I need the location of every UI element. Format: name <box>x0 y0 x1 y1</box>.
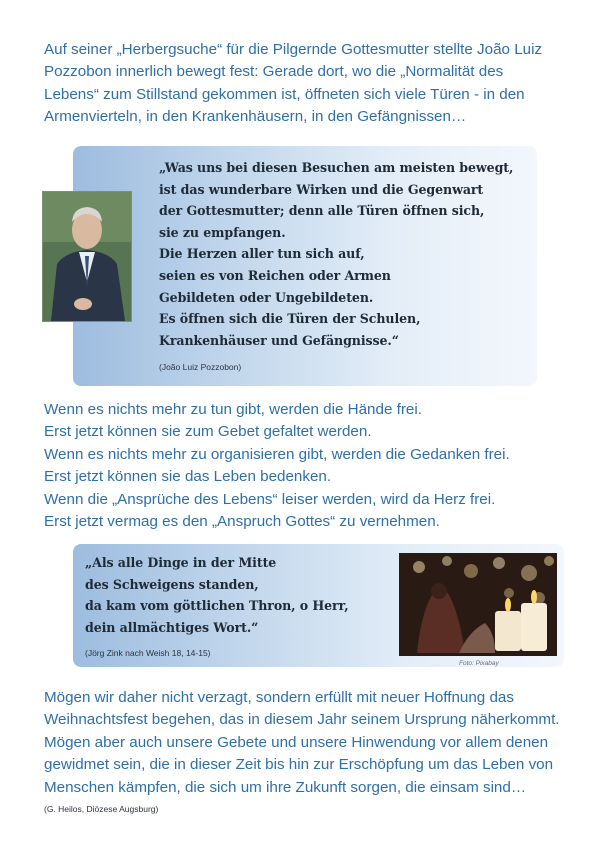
quote-line: des Schweigens standen, <box>85 576 259 592</box>
quote-line: der Gottesmutter; denn alle Türen öffnen sich, <box>159 203 485 219</box>
text-line: Mögen wir daher nicht verzagt, sondern erfüllt mit neuer Hoffnung das <box>44 689 514 706</box>
quote-line: Die Herzen aller tun sich auf, <box>159 246 365 262</box>
closing-citation: (G. Heilos, Diözese Augsburg) <box>44 804 159 814</box>
quote-zink-citation: (Jörg Zink nach Weish 18, 14-15) <box>85 648 211 658</box>
text-line: Erst jetzt können sie das Leben bedenken. <box>44 468 332 486</box>
text-line: Erst jetzt vermag es den „Anspruch Gottes“ zu vernehmen. <box>44 513 440 531</box>
quote-pozzobon-citation: (João Luiz Pozzobon) <box>159 362 242 372</box>
portrait-photo <box>42 191 132 322</box>
text-line: Wenn es nichts mehr zu tun gibt, werden die Hände frei. <box>44 401 422 418</box>
quote-line: da kam vom göttlichen Thron, o Herr, <box>85 598 349 614</box>
quote-line: „Was uns bei diesen Besuchen am meisten bewegt, <box>159 160 514 175</box>
text-line: Pozzobon innerlich bewegt fest: Gerade dort, wo die „Normalität des <box>44 63 504 81</box>
text-line: Armenvierteln, in den Krankenhäusern, in den Gefängnissen… <box>44 108 467 126</box>
quote-line: Gebildeten oder Ungebildeten. <box>159 289 374 305</box>
photo-credit: Foto: Pixabay <box>459 660 499 667</box>
text-line: gewidmet sein, die in dieser Zeit bis hin zur Erschöpfung um das Leben von <box>44 756 554 774</box>
intro-paragraph <box>44 39 584 129</box>
text-line: Lebens“ zum Stillstand gekommen ist, öffneten sich viele Türen - in den <box>44 85 525 103</box>
candles-photo <box>399 553 557 656</box>
candles-image <box>399 553 557 656</box>
middle-paragraph <box>44 399 584 533</box>
quote-line: sie zu empfangen. <box>159 224 286 240</box>
quote-line: dein allmächtiges Wort.“ <box>85 619 259 635</box>
text-line: Wenn es nichts mehr zu organisieren gibt, werden die Gedanken frei. <box>44 445 510 463</box>
quote-zink-text <box>85 552 348 638</box>
quote-line: Krankenhäuser und Gefängnisse.“ <box>159 332 399 348</box>
text-line: Wenn die „Ansprüche des Lebens“ leiser werden, wird da Herz frei. <box>44 490 496 508</box>
text-line: Menschen kämpfen, die sich um ihre Zukunft sorgen, die einsam sind… <box>44 778 527 796</box>
quote-line: ist das wunderbare Wirken und die Gegenwart <box>159 181 484 197</box>
quote-line: Es öffnen sich die Türen der Schulen, <box>159 311 421 327</box>
quote-pozzobon-text <box>159 157 513 351</box>
text-line: Mögen aber auch unsere Gebete und unsere Hinwendung vor allem denen <box>44 733 549 751</box>
text-line: Erst jetzt können sie zum Gebet gefaltet werden. <box>44 423 372 441</box>
closing-paragraph <box>44 687 584 799</box>
text-line: Weihnachtsfest begehen, das in diesem Jahr seinem Ursprung näherkommt. <box>44 711 560 729</box>
quote-line: „Als alle Dinge in der Mitte <box>85 555 277 570</box>
quote-line: seien es von Reichen oder Armen <box>159 267 391 283</box>
text-line: Auf seiner „Herbergsuche“ für die Pilgernde Gottesmutter stellte João Luiz <box>44 41 543 58</box>
portrait-image <box>43 192 131 321</box>
